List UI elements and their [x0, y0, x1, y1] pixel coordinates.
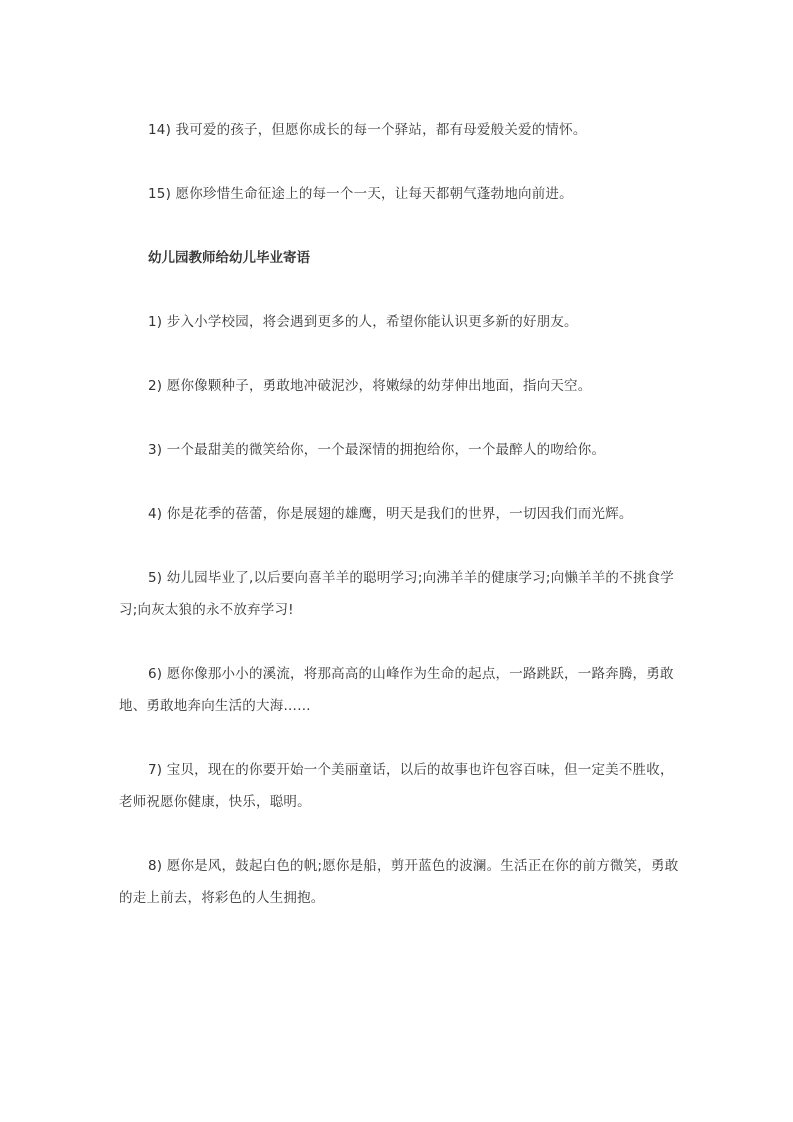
paragraph-8: 8) 愿你是风，鼓起白色的帆;愿你是船，剪开蓝色的波澜。生活正在你的前方微笑，勇敢的走上前去，将彩色的人生拥抱。 [119, 858, 679, 906]
paragraph-14: 14) 我可爱的孩子，但愿你成长的每一个驿站，都有母爱般关爱的情怀。 [148, 122, 587, 138]
paragraph-5: 5) 幼儿园毕业了,以后要向喜羊羊的聪明学习;向沸羊羊的健康学习;向懒羊羊的不挑食学习;向灰太狼的永不放弃学习! [119, 570, 674, 618]
paragraph-15: 15) 愿你珍惜生命征途上的每一个一天，让每天都朝气蓬勃地向前进。 [148, 186, 573, 202]
paragraph-1: 1) 步入小学校园，将会遇到更多的人，希望你能认识更多新的好朋友。 [148, 314, 578, 330]
section-heading: 幼儿园教师给幼儿毕业寄语 [148, 250, 310, 266]
paragraph-7: 7) 宝贝，现在的你要开始一个美丽童话，以后的故事也许包容百味，但一定美不胜收，老师祝愿你健康，快乐，聪明。 [119, 762, 674, 810]
paragraph-2: 2) 愿你像颗种子，勇敢地冲破泥沙，将嫩绿的幼芽伸出地面，指向天空。 [148, 378, 592, 394]
paragraph-6: 6) 愿你像那小小的溪流，将那高高的山峰作为生命的起点，一路跳跃，一路奔腾，勇敢地、勇敢地奔向生活的大海…… [119, 666, 674, 714]
paragraph-3: 3) 一个最甜美的微笑给你，一个最深情的拥抱给你，一个最醉人的吻给你。 [148, 442, 606, 458]
document-body [119, 114, 679, 914]
paragraph-4: 4) 你是花季的蓓蕾，你是展翅的雄鹰，明天是我们的世界，一切因我们而光辉。 [148, 506, 633, 522]
